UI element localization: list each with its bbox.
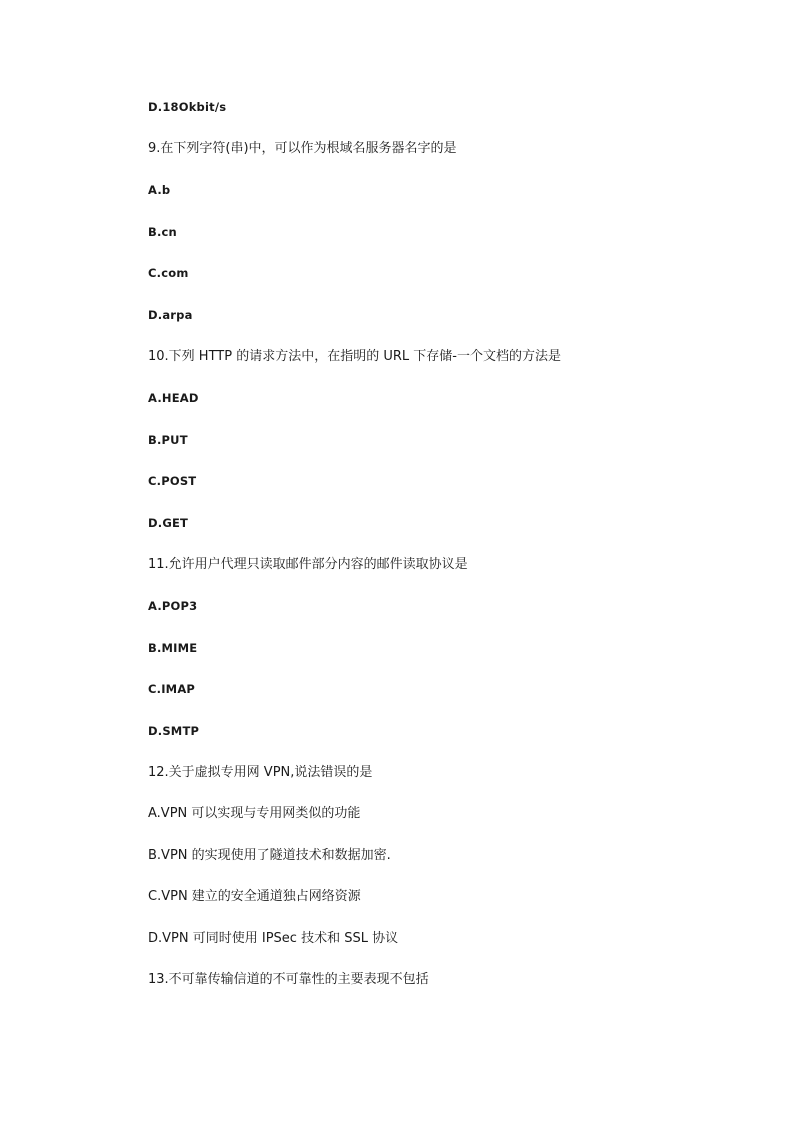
option-11a: A.POP3	[148, 599, 198, 614]
option-10b: B.PUT	[148, 432, 188, 447]
question-12: 12.关于虚拟专用网 VPN,说法错误的是	[148, 764, 373, 780]
question-10: 10.下列 HTTP 的请求方法中，在指明的 URL 下存储-一个文档的方法是	[148, 348, 561, 364]
option-9d: D.arpa	[148, 307, 193, 322]
option-9c: C.com	[148, 266, 189, 281]
option-9b: B.cn	[148, 224, 177, 239]
option-12d: D.VPN 可同时使用 IPSec 技术和 SSL 协议	[148, 930, 399, 946]
option-11d: D.SMTP	[148, 723, 200, 738]
option-12c: C.VPN 建立的安全通道独占网络资源	[148, 889, 361, 905]
option-8d: D.18Okbit/s	[148, 100, 227, 114]
option-12b: B.VPN 的实现使用了隧道技术和数据加密.	[148, 847, 391, 863]
option-10a: A.HEAD	[148, 391, 199, 406]
option-10c: C.POST	[148, 474, 197, 489]
option-11b: B.MIME	[148, 640, 198, 655]
question-13: 13.不可靠传输信道的不可靠性的主要表现不包括	[148, 972, 429, 988]
document-page	[148, 99, 748, 1014]
option-10d: D.GET	[148, 515, 189, 530]
option-11c: C.IMAP	[148, 682, 196, 697]
option-12a: A.VPN 可以实现与专用网类似的功能	[148, 806, 361, 822]
question-11: 11.允许用户代理只读取邮件部分内容的邮件读取协议是	[148, 556, 468, 572]
question-9: 9.在下列字符(串)中，可以作为根域名服务器名字的是	[148, 140, 457, 156]
option-9a: A.b	[148, 183, 171, 198]
